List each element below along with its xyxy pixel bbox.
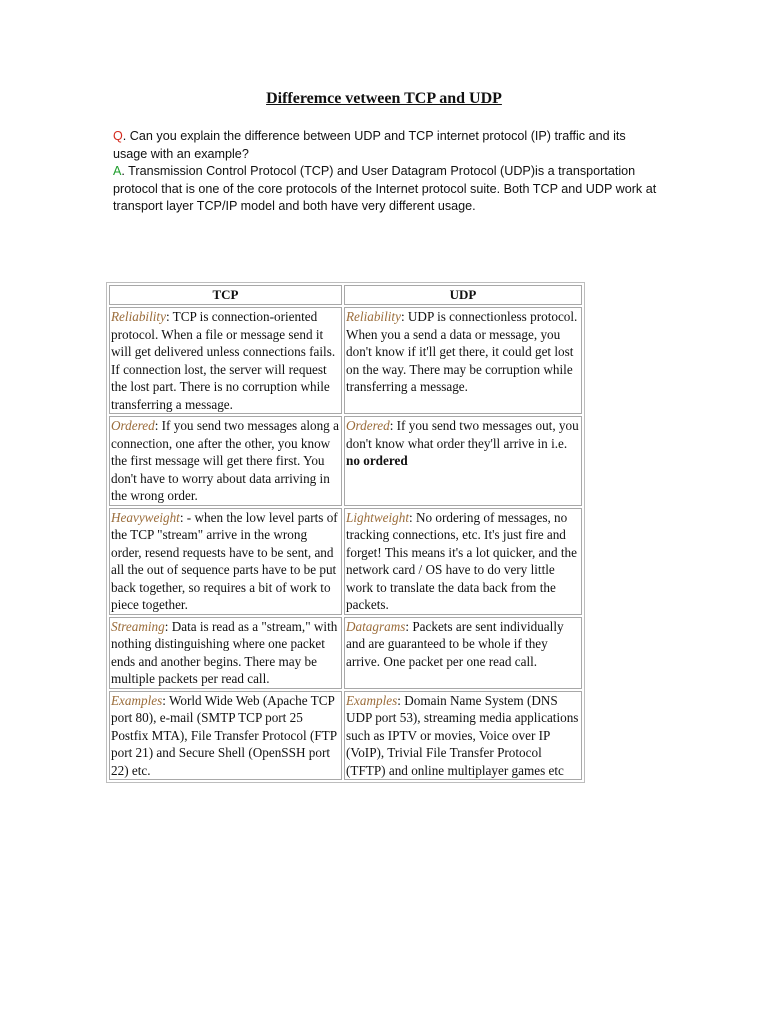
term-label: Lightweight xyxy=(346,509,410,525)
udp-cell xyxy=(344,508,582,615)
table-row-reliability xyxy=(109,307,582,414)
cell-text: : Data is read as a "stream," with nothing distinguishing where one packet ends and another begins. There may be multiple packets per read call. xyxy=(111,618,338,686)
cell-text: : World Wide Web (Apache TCP port 80), e-mail (SMTP TCP port 25 Postfix MTA), File Transfer Protocol (FTP port 21) and Secure Shell (OpenSSH port 22) etc. xyxy=(111,692,337,778)
cell-text: : If you send two messages out, you don't know what order they'll arrive in i.e. xyxy=(346,418,579,451)
cell-text: : Packets are sent individually and are guaranteed to be whole if they arrive. One packet per one read call. xyxy=(346,618,564,669)
header-udp: UDP xyxy=(344,285,582,305)
udp-cell xyxy=(344,617,582,689)
question-marker: Q xyxy=(113,129,123,143)
term-label: Reliability xyxy=(111,309,166,324)
term-label: Datagrams xyxy=(346,618,406,634)
header-tcp: TCP xyxy=(109,285,342,305)
cell-text: : - when the low level parts of the TCP "stream" arrive in the wrong order, resend requests have to be sent, and all the out of sequence parts have to be put back together, so requires a bit of work to piece together. xyxy=(111,509,338,612)
cell-text: : If you send two messages along a connection, one after the other, you know the first message will get there first. You don't have to worry about data arriving in the wrong order. xyxy=(111,418,339,503)
cell-text: : UDP is connectionless protocol. When you a send a data or message, you don't know if it'll get there, it could get lost on the way. There may be corruption while transferring a message. xyxy=(346,309,578,394)
udp-cell xyxy=(344,416,582,506)
table-row-ordered xyxy=(109,416,582,506)
tcp-cell xyxy=(109,307,342,414)
tcp-cell xyxy=(109,691,342,781)
term-label: Reliability xyxy=(346,309,401,324)
term-label: Ordered xyxy=(346,418,390,433)
page-title: Differemce vetween TCP and UDP xyxy=(266,90,502,107)
table-header-row xyxy=(109,285,582,305)
term-label: Ordered xyxy=(111,418,155,433)
tcp-cell xyxy=(109,617,342,689)
answer-text: . Transmission Control Protocol (TCP) and User Datagram Protocol (UDP)is a transportation protocol that is one of the core protocols of the Internet protocol suite. Both TCP and UDP work at transport layer TCP/IP model and both have very different usage. xyxy=(113,164,657,213)
cell-text: : Domain Name System (DNS UDP port 53), streaming media applications such as IPTV or movies, Voice over IP (VoIP), Trivial File Transfer Protocol (TFTP) and online multiplayer games etc xyxy=(346,692,579,778)
table-row-examples xyxy=(109,691,582,781)
term-label: Examples xyxy=(346,692,398,708)
answer-paragraph xyxy=(113,163,658,216)
term-label: Heavyweight xyxy=(111,509,180,525)
cell-text: : No ordering of messages, no tracking connections, etc. It's just fire and forget! This means it's a lot quicker, and the network card / OS have to do very little work to translate the data back from the packets. xyxy=(346,509,577,612)
question-answer-block xyxy=(113,128,658,216)
tcp-cell xyxy=(109,508,342,615)
question-text: . Can you explain the difference between UDP and TCP internet protocol (IP) traffic and its usage with an example? xyxy=(113,129,626,161)
question-paragraph xyxy=(113,128,658,163)
emphasis-text: no ordered xyxy=(346,453,408,468)
comparison-table xyxy=(106,282,585,783)
tcp-cell xyxy=(109,416,342,506)
answer-marker: A xyxy=(113,164,122,178)
table-row-weight xyxy=(109,508,582,615)
term-label: Examples xyxy=(111,692,163,708)
table-row-streaming xyxy=(109,617,582,689)
udp-cell xyxy=(344,691,582,781)
cell-text: : TCP is connection-oriented protocol. When a file or message send it will get delivered unless connections fails. If connection lost, the server will request the lost part. There is no corruption while transferring a message. xyxy=(111,309,336,412)
udp-cell xyxy=(344,307,582,414)
term-label: Streaming xyxy=(111,618,165,634)
